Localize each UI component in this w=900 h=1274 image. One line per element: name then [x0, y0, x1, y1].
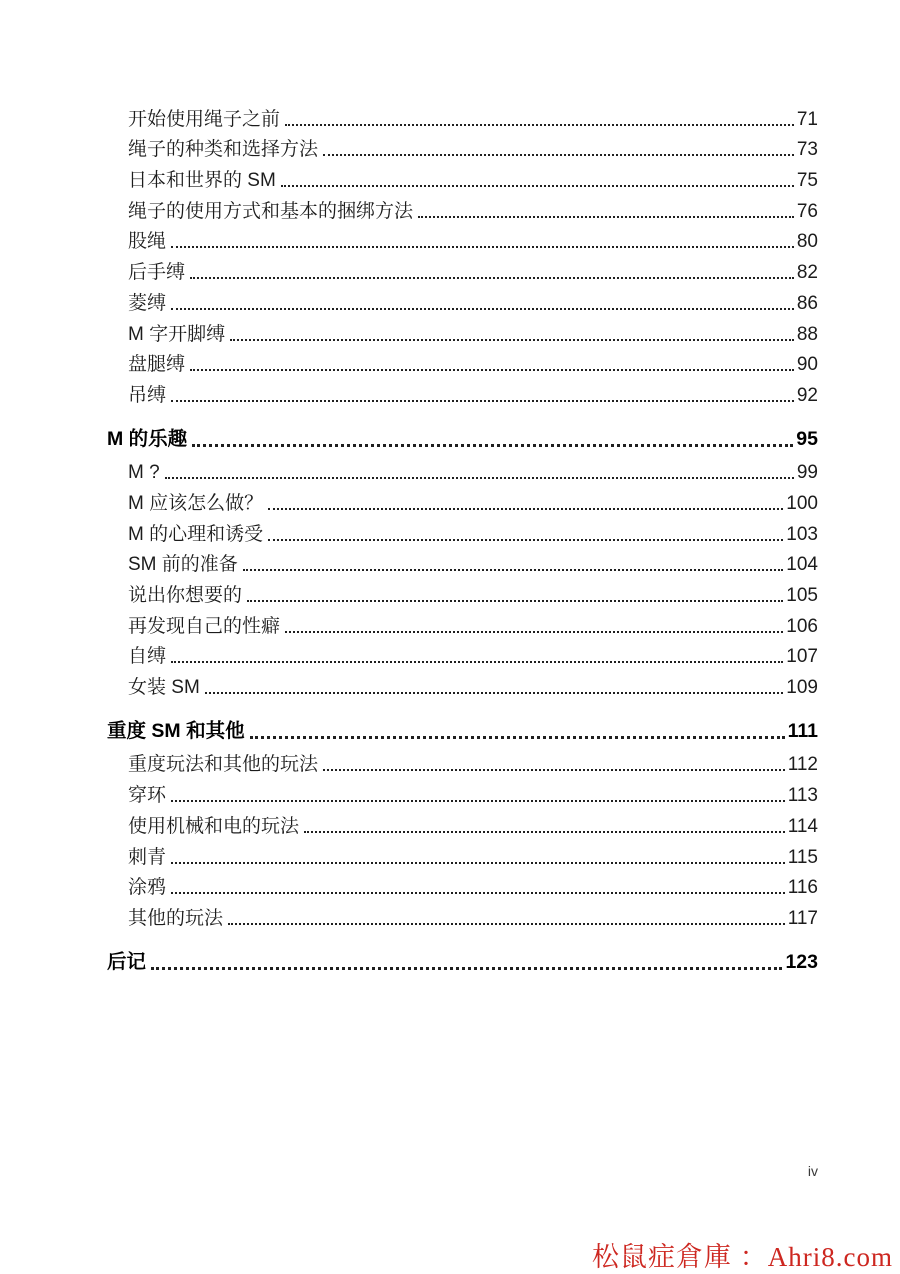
- toc-entry-page-number: 112: [787, 754, 818, 776]
- dot-leader: [323, 154, 794, 156]
- toc-entry-page-number: 76: [796, 200, 818, 222]
- dot-leader: [228, 923, 785, 925]
- toc-entry-page-number: 103: [786, 523, 818, 545]
- toc-entry: [128, 546, 818, 577]
- dot-leader: [171, 661, 783, 663]
- toc-entry-title: 涂鸦: [128, 877, 167, 899]
- toc-entry-title: 吊缚: [128, 384, 167, 406]
- toc-entry: [107, 943, 818, 974]
- toc-entry-title: 盘腿缚: [128, 354, 186, 376]
- dot-leader: [418, 216, 794, 218]
- toc-entry-title: M ?: [128, 462, 160, 484]
- dot-leader: [192, 444, 793, 447]
- toc-entry: [128, 223, 818, 254]
- toc-entry: [128, 253, 818, 284]
- toc-entry-title: 重度玩法和其他的玩法: [128, 754, 319, 776]
- toc-entry-page-number: 71: [796, 108, 818, 130]
- toc-entry-title: 开始使用绳子之前: [128, 108, 281, 130]
- toc-entry-page-number: 113: [787, 785, 818, 807]
- toc-entry-title: 菱缚: [128, 292, 167, 314]
- toc-entry: [107, 420, 818, 451]
- dot-leader: [230, 339, 794, 341]
- toc-entry-title: 后记: [107, 950, 147, 973]
- dot-leader: [281, 185, 794, 187]
- toc-entry: [128, 376, 818, 407]
- toc-entry-page-number: 107: [786, 646, 818, 668]
- toc-entry-title: 重度 SM 和其他: [107, 719, 245, 742]
- toc-entry: [128, 454, 818, 485]
- toc-entry: [128, 776, 818, 807]
- toc-entry-page-number: 114: [787, 815, 818, 837]
- dot-leader: [190, 277, 794, 279]
- toc-entry: [128, 346, 818, 377]
- dot-leader: [304, 831, 785, 833]
- toc-entry: [128, 807, 818, 838]
- toc-entry-page-number: 111: [787, 719, 818, 742]
- toc-entry-title: 女装 SM: [128, 677, 200, 699]
- toc-entry-page-number: 105: [786, 585, 818, 606]
- toc-entry-page-number: 86: [796, 292, 818, 314]
- toc-entry-page-number: 82: [796, 262, 818, 284]
- toc-entry-page-number: 106: [786, 615, 818, 637]
- toc-entry-title: 绳子的种类和选择方法: [128, 139, 319, 161]
- toc-entry-page-number: 100: [786, 492, 818, 514]
- dot-leader: [190, 369, 794, 371]
- toc-entry: [107, 712, 818, 743]
- dot-leader: [243, 569, 784, 571]
- toc-entry-page-number: 104: [786, 554, 818, 576]
- toc-entry-title: SM 前的准备: [128, 554, 238, 576]
- dot-leader: [171, 800, 785, 802]
- toc-entry: [128, 899, 818, 930]
- toc-entry-title: M 字开脚缚: [128, 323, 226, 345]
- toc-entry: [128, 131, 818, 162]
- dot-leader: [247, 600, 783, 602]
- toc-entry-title: M 的心理和诱受: [128, 523, 264, 545]
- toc-entry-title: 日本和世界的 SM: [128, 170, 276, 192]
- dot-leader: [205, 692, 784, 694]
- toc-entry: [128, 315, 818, 346]
- toc-entry-page-number: 80: [796, 231, 818, 253]
- toc-entry: [128, 746, 818, 777]
- toc-entry-page-number: 75: [796, 170, 818, 192]
- toc-entry: [128, 607, 818, 638]
- toc-entry: [128, 192, 818, 223]
- dot-leader: [268, 539, 783, 541]
- dot-leader: [171, 862, 785, 864]
- toc-entry: [128, 576, 818, 607]
- toc-entry-page-number: 116: [787, 877, 818, 899]
- dot-leader: [171, 246, 794, 248]
- toc-entry-page-number: 88: [796, 323, 818, 345]
- dot-leader: [285, 631, 783, 633]
- toc-entry-title: M 应该怎么做？: [128, 492, 264, 514]
- toc-entry-page-number: 99: [796, 462, 818, 484]
- toc-entry: [128, 838, 818, 869]
- toc-entry-title: 其他的玩法: [128, 907, 224, 929]
- dot-leader: [285, 124, 794, 126]
- toc-entry-title: 说出你想要的: [128, 585, 243, 606]
- toc-entry: [128, 284, 818, 315]
- toc-entry-title: 刺青: [128, 846, 167, 868]
- toc-entry-title: 股绳: [128, 231, 167, 253]
- toc-entry: [128, 515, 818, 546]
- toc-entry-page-number: 109: [786, 677, 818, 699]
- toc-entry-page-number: 90: [796, 354, 818, 376]
- toc-entry-page-number: 73: [796, 139, 818, 161]
- toc-entry: [128, 484, 818, 515]
- toc-entry-page-number: 92: [796, 384, 818, 406]
- toc-entry: [128, 869, 818, 900]
- toc-entry-page-number: 123: [785, 950, 818, 973]
- dot-leader: [151, 967, 782, 970]
- toc-entry: [128, 668, 818, 699]
- dot-leader: [323, 769, 785, 771]
- toc-entry-page-number: 95: [796, 427, 818, 450]
- toc-entry-page-number: 117: [787, 907, 818, 929]
- toc-entry-title: 穿环: [128, 785, 167, 807]
- toc-entry-title: M 的乐趣: [107, 427, 188, 450]
- dot-leader: [250, 736, 785, 739]
- toc-entry-title: 自缚: [128, 646, 167, 668]
- dot-leader: [171, 400, 794, 402]
- toc-entry-page-number: 115: [787, 846, 818, 868]
- toc-entry-title: 使用机械和电的玩法: [128, 815, 300, 837]
- watermark-text: 松鼠症倉庫 ：Ahri8.com: [592, 1242, 893, 1272]
- table-of-contents: [107, 100, 818, 977]
- toc-entry-title: 绳子的使用方式和基本的捆绑方法: [128, 200, 414, 222]
- toc-entry: [128, 161, 818, 192]
- dot-leader: [268, 508, 783, 510]
- page-number: iv: [807, 1163, 818, 1179]
- toc-entry: [128, 638, 818, 669]
- dot-leader: [165, 477, 794, 479]
- toc-entry: [128, 100, 818, 131]
- toc-entry-title: 后手缚: [128, 262, 186, 284]
- toc-entry-title: 再发现自己的性癖: [128, 615, 281, 637]
- dot-leader: [171, 892, 785, 894]
- dot-leader: [171, 308, 794, 310]
